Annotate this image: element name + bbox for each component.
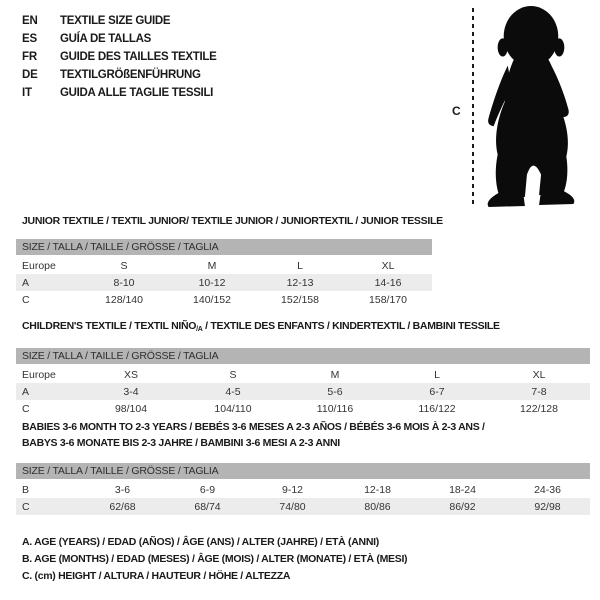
table-cell: 5-6 bbox=[327, 385, 343, 398]
babies-size-table bbox=[16, 463, 590, 515]
table-row bbox=[16, 291, 432, 308]
lang-title-en: TEXTILE SIZE GUIDE bbox=[60, 15, 171, 27]
table-cell: C bbox=[22, 402, 30, 415]
table-cell: 68/74 bbox=[194, 500, 221, 513]
table-row bbox=[16, 366, 590, 383]
table-cell: 104/110 bbox=[214, 402, 252, 415]
table-cell: Europe bbox=[22, 368, 56, 381]
lang-code-es: ES bbox=[22, 33, 37, 45]
table-cell: 110/116 bbox=[316, 402, 354, 415]
babies-table-title-line2: BABYS 3-6 MONATE BIS 2-3 JAHRE / BAMBINI 3-6 MESI A 2-3 ANNI bbox=[22, 437, 340, 449]
table-cell: C bbox=[22, 293, 30, 306]
table-cell: 86/92 bbox=[449, 500, 476, 513]
childrens-table-title bbox=[22, 320, 500, 333]
babies-table-title-line1: BABIES 3-6 MONTH TO 2-3 YEARS / BEBÉS 3-6 MESES A 2-3 AÑOS / BÉBÉS 3-6 MOIS À 2-3 ANS / bbox=[22, 421, 485, 433]
table-row bbox=[16, 400, 590, 417]
childrens-title-sub: /A bbox=[196, 326, 203, 333]
table-cell: 8-10 bbox=[113, 276, 135, 289]
lang-code-en: EN bbox=[22, 15, 38, 27]
table-cell: 152/158 bbox=[281, 293, 319, 306]
table-cell: 98/104 bbox=[114, 402, 148, 415]
table-cell: 80/86 bbox=[364, 500, 391, 513]
table-cell: C bbox=[22, 500, 30, 513]
table-cell: 7-8 bbox=[531, 385, 547, 398]
table-cell: 3-4 bbox=[123, 385, 139, 398]
table-cell: 158/170 bbox=[369, 293, 407, 306]
table-cell: 18-24 bbox=[449, 483, 476, 496]
height-dashed-line bbox=[472, 8, 474, 206]
table-row bbox=[16, 274, 432, 291]
table-row bbox=[16, 481, 590, 498]
table-cell: A bbox=[22, 385, 30, 398]
table-cell: S bbox=[229, 368, 237, 381]
table-cell: B bbox=[22, 483, 30, 496]
lang-row-es bbox=[22, 30, 217, 48]
table-cell: L bbox=[434, 368, 440, 381]
lang-code-it: IT bbox=[22, 87, 32, 99]
table-cell: 10-12 bbox=[198, 276, 226, 289]
table-row bbox=[16, 257, 432, 274]
table-cell: 128/140 bbox=[105, 293, 143, 306]
lang-title-fr: GUIDE DES TAILLES TEXTILE bbox=[60, 51, 217, 63]
table-cell: XS bbox=[123, 368, 138, 381]
table-cell: 116/122 bbox=[418, 402, 456, 415]
baby-silhouette-icon bbox=[476, 5, 590, 209]
table-cell: 140/152 bbox=[193, 293, 231, 306]
table-cell: A bbox=[22, 276, 30, 289]
lang-row-fr bbox=[22, 48, 217, 66]
table-cell: 122/128 bbox=[520, 402, 558, 415]
table-cell: 12-18 bbox=[364, 483, 391, 496]
lang-row-it bbox=[22, 84, 217, 102]
table-cell: XL bbox=[381, 259, 395, 272]
junior-size-header-band: SIZE / TALLA / TAILLE / GRÖSSE / TAGLIA bbox=[16, 239, 432, 255]
junior-table-title: JUNIOR TEXTILE / TEXTIL JUNIOR/ TEXTILE JUNIOR / JUNIORTEXTIL / JUNIOR TESSILE bbox=[22, 215, 443, 227]
table-cell: M bbox=[330, 368, 340, 381]
table-cell: 9-12 bbox=[281, 483, 303, 496]
childrens-title-b: / TEXTILE DES ENFANTS / KINDERTEXTIL / BAMBINI TESSILE bbox=[202, 320, 500, 332]
table-cell: 4-5 bbox=[225, 385, 241, 398]
junior-size-table bbox=[16, 239, 432, 308]
table-cell: Europe bbox=[22, 259, 56, 272]
childrens-size-table bbox=[16, 348, 590, 417]
table-cell: 24-36 bbox=[534, 483, 561, 496]
table-cell: S bbox=[120, 259, 128, 272]
legend-height-cm: C. (cm) HEIGHT / ALTURA / HAUTEUR / HÖHE / ALTEZZA bbox=[22, 570, 291, 582]
lang-title-es: GUÍA DE TALLAS bbox=[60, 33, 151, 45]
table-cell: 12-13 bbox=[286, 276, 314, 289]
lang-row-en bbox=[22, 12, 217, 30]
table-cell: 62/68 bbox=[109, 500, 136, 513]
lang-code-de: DE bbox=[22, 69, 38, 81]
table-cell: 3-6 bbox=[114, 483, 131, 496]
lang-title-it: GUIDA ALLE TAGLIE TESSILI bbox=[60, 87, 214, 99]
table-cell: 74/80 bbox=[279, 500, 306, 513]
babies-size-header-band: SIZE / TALLA / TAILLE / GRÖSSE / TAGLIA bbox=[16, 463, 590, 479]
table-cell: 6-9 bbox=[199, 483, 216, 496]
table-cell: 6-7 bbox=[429, 385, 445, 398]
table-row bbox=[16, 498, 590, 515]
legend-age-years: A. AGE (YEARS) / EDAD (AÑOS) / ÂGE (ANS) / ALTER (JAHRE) / ETÀ (ANNI) bbox=[22, 536, 379, 548]
table-cell: 92/98 bbox=[534, 500, 561, 513]
childrens-size-header-band: SIZE / TALLA / TAILLE / GRÖSSE / TAGLIA bbox=[16, 348, 590, 364]
table-cell: 14-16 bbox=[374, 276, 402, 289]
language-title-block bbox=[22, 12, 217, 102]
legend-age-months: B. AGE (MONTHS) / EDAD (MESES) / ÂGE (MOIS) / ALTER (MONATE) / ETÀ (MESI) bbox=[22, 553, 408, 565]
lang-code-fr: FR bbox=[22, 51, 37, 63]
table-cell: XL bbox=[532, 368, 546, 381]
table-row bbox=[16, 383, 590, 400]
lang-title-de: TEXTILGRÖßENFÜHRUNG bbox=[60, 69, 201, 81]
lang-row-de bbox=[22, 66, 217, 84]
table-cell: M bbox=[207, 259, 217, 272]
height-measure-label: C bbox=[452, 104, 461, 118]
childrens-title-a: CHILDREN'S TEXTILE / TEXTIL NIÑO bbox=[22, 320, 197, 332]
table-cell: L bbox=[297, 259, 303, 272]
